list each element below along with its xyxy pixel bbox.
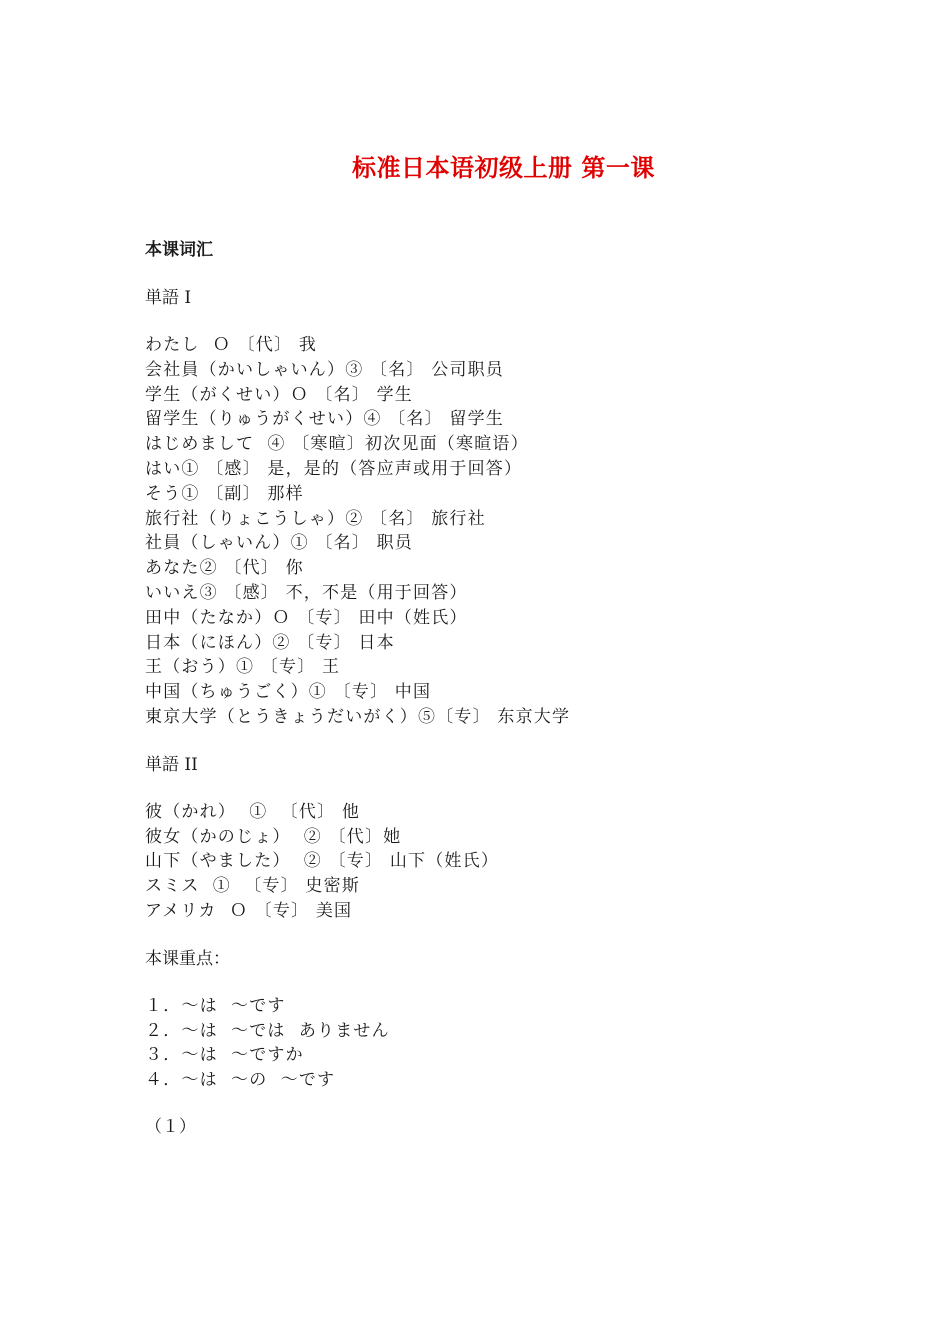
vocab-item: 社員（しゃいん）① 〔名〕 职员 (145, 533, 414, 554)
vocab-item: あなた② 〔代〕 你 (145, 558, 304, 579)
vocab-item: 留学生（りゅうがくせい）④ 〔名〕 留学生 (145, 409, 505, 430)
vocab-item: はい① 〔感〕 是，是的（答应声或用于回答） (145, 458, 523, 479)
key-point-item: ４．～は ～の ～です (145, 1070, 336, 1091)
vocab-item: はじめまして ④ 〔寒暄〕初次见面（寒暄语） (145, 434, 529, 455)
key-point-item: ２．～は ～では ありません (145, 1020, 390, 1041)
vocab-item: 彼女（かのじょ） ② 〔代〕她 (145, 826, 402, 847)
vocab-item: わたし Ｏ 〔代〕 我 (145, 335, 318, 355)
vocab-item: いいえ③ 〔感〕 不，不是（用于回答） (145, 582, 468, 603)
key-point-item: １．～は ～です (145, 995, 286, 1016)
vocab-item: スミス ① 〔专〕 史密斯 (145, 876, 361, 897)
vocabulary-heading: 本课词汇 (145, 240, 213, 260)
key-points-list (145, 994, 865, 1093)
vocab-item: 会社員（かいしゃいん）③ 〔名〕 公司职员 (145, 359, 505, 380)
vocab-item: 中国（ちゅうごく）① 〔专〕 中国 (145, 682, 432, 703)
vocab-item: 山下（やました） ② 〔专〕 山下（姓氏） (145, 851, 500, 872)
section-number: （１） (145, 1116, 196, 1137)
spacer (145, 924, 865, 947)
spacer (145, 730, 865, 753)
vocab-list-1 (145, 333, 865, 730)
key-points-label: 本课重点： (145, 948, 230, 969)
section-label-words-1: 単語 I (145, 288, 192, 308)
vocab-item: 彼（かれ） ① 〔代〕 他 (145, 801, 361, 822)
vocab-item: そう① 〔副〕 那样 (145, 483, 304, 504)
vocab-item: 日本（にほん）② 〔专〕 日本 (145, 632, 395, 653)
vocab-item: 東京大学（とうきょうだいがく）⑤〔专〕 东京大学 (145, 706, 571, 727)
vocab-item: 学生（がくせい）Ｏ 〔名〕 学生 (145, 384, 414, 405)
vocab-item: アメリカ Ｏ 〔专〕 美国 (145, 900, 353, 921)
document-body (145, 238, 865, 1139)
section-label-words-2: 単語 II (145, 754, 198, 775)
vocab-item: 田中（たなか）Ｏ 〔专〕 田中（姓氏） (145, 607, 468, 628)
vocab-list-2 (145, 800, 865, 924)
key-point-item: ３．～は ～ですか (145, 1045, 304, 1066)
vocab-item: 旅行社（りょこうしゃ）② 〔名〕 旅行社 (145, 508, 486, 529)
document-title: 标准日本语初级上册 第一课 (352, 153, 655, 182)
vocab-item: 王（おう）① 〔专〕 王 (145, 657, 341, 678)
